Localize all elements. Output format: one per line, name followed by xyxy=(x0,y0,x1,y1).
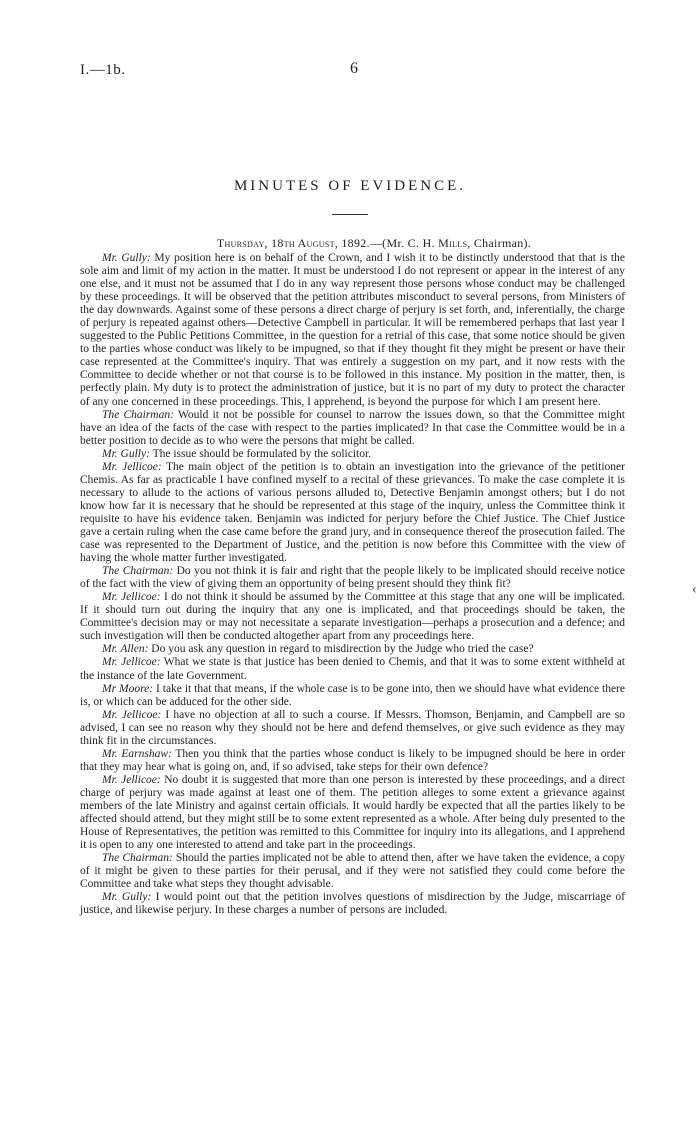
speaker-name: Mr. Earnshaw: xyxy=(102,747,172,760)
minutes-paragraph xyxy=(80,709,625,748)
page-number: 6 xyxy=(350,60,358,77)
page-reference: I.—1b. xyxy=(80,62,126,78)
session-rest: 1892.—(Mr. C. H. xyxy=(338,236,439,250)
session-dateline xyxy=(0,236,700,251)
minutes-paragraph xyxy=(80,448,625,461)
speaker-statement: Should the parties implicated not be able to attend then, after we have taken the evidence, a copy of it might be given to these parties for their perusal, and if they were not satisfied they could come before the Committee and take what steps they thought advisable. xyxy=(80,852,625,891)
speaker-name: The Chairman: xyxy=(102,408,174,421)
speaker-name: Mr. Allen: xyxy=(102,643,149,656)
speaker-statement: I have no objection at all to such a course. If Messrs. Thomson, Benjamin, and Campbell are so advised, I can see no reason why they should not be here and defend themselves, or give such evidence as they may think fit in the circumstances. xyxy=(80,708,625,747)
minutes-paragraph xyxy=(80,748,625,774)
speaker-name: Mr. Jellicoe: xyxy=(102,460,162,473)
minutes-paragraph xyxy=(80,852,625,891)
minutes-paragraph xyxy=(80,252,625,409)
minutes-body xyxy=(80,252,625,917)
speaker-statement: Do you ask any question in regard to misdirection by the Judge who tried the case? xyxy=(148,643,534,656)
speaker-statement: My position here is on behalf of the Crown, and I wish it to be distinctly understood that that is the sole aim and limit of my action in the matter. It must be understood I do not represent or appear in the interest of any one else, and it must not be assumed that I do in any way represent those persons whose conduct may be challenged by these proceedings. It will be observed that the petition attributes misconduct to several persons, from Ministers of the day downwards. Against some of these persons a direct charge of perjury is set forth, and, inferentially, the charge of perjury is repeated against others—Detective Campbell in particular. It will be remembered perhaps that last year I suggested to the Public Petitions Committee, in the question for a retrial of this case, that some notice should be given to the parties whose conduct was likely to be impugned, so that if they thought fit they might be present or have their case represented at the Committee's inquiry. That was entirely a suggestion on my part, and it now rests with the Committee to decide whether or not that course is to be followed in this instance. My position in the matter, then, is perfectly plain. My duty is to protect the administration of justice, but it is no part of my duty to protect the character of any one concerned in these proceedings. This, I apprehend, is beyond the purpose for which I am present here. xyxy=(80,252,625,408)
speaker-statement: The main object of the petition is to obtain an investigation into the grievance of the petitioner Chemis. As far as practicable I have confined myself to a recital of these grievances. To make the case complete it is necessary to allude to the actions of various persons alluded to, Detective Benjamin amongst others; but I do not know how far it is necessary that he should be represented at this stage of the inquiry, unless the Committee think it requisite to have his evidence taken. Benjamin was indicted for perjury before the Chief Justice. The Chief Justice gave a certain ruling when the case came before the grand jury, and in consequence thereof the prosecution failed. The case was represented to the Department of Justice, and the petition is now before this Committee with the view of having the whole matter further investigated. xyxy=(80,460,625,565)
speaker-statement: What we state is that justice has been denied to Chemis, and that it was to some extent withheld at the instance of the late Government. xyxy=(80,656,625,682)
speaker-name: Mr. Gully: xyxy=(102,447,150,460)
minutes-paragraph xyxy=(80,774,625,852)
speaker-statement: No doubt it is suggested that more than one person is interested by these proceedings, and a direct charge of perjury was made against at least one of them. The petition alleges to some extent a grievance against members of the late Ministry and against certain officials. It would hardly be expected that all the parties likely to be affected should attend, but they might still be to some extent represented as a whole. After being duly presented to the House of Representatives, the petition was remitted to this Committee for inquiry into its allegations, and I apprehend it is open to any one interested to attend and take part in the proceedings. xyxy=(80,773,625,852)
speaker-name: Mr. Jellicoe: xyxy=(102,591,161,604)
minutes-paragraph xyxy=(80,683,625,709)
speaker-statement: The issue should be formulated by the solicitor. xyxy=(149,447,372,460)
chairman-name: Mills xyxy=(438,236,468,250)
speaker-statement: I do not think it should be assumed by the Committee at this stage that any one will be implicated. If it should turn out during the inquiry that any one is implicated, and that proceedings should be taken, the Committee's decision may or may not necessitate a separate investigation—perhaps a prosecution and a defence; and such investigation will then be conducted altogether apart from any proceedings here. xyxy=(80,591,625,643)
page-title: MINUTES OF EVIDENCE. xyxy=(233,178,467,194)
speaker-name: Mr. Gully: xyxy=(102,252,151,264)
title-divider xyxy=(332,214,368,215)
minutes-paragraph xyxy=(80,409,625,448)
speaker-statement: Do you not think it is fair and right that the people likely to be implicated should receive notice of the fact with the view of giving them an opportunity of being present should they think fit? xyxy=(80,565,625,591)
speaker-name: The Chairman: xyxy=(102,565,174,578)
speaker-name: Mr. Gully: xyxy=(102,891,152,904)
speaker-statement: I would point out that the petition involves questions of misdirection by the Judge, miscarriage of justice, and likewise perjury. In these charges a number of persons are included. xyxy=(80,891,625,917)
minutes-paragraph xyxy=(80,891,625,917)
speaker-statement: Would it not be possible for counsel to narrow the issues down, so that the Committee might have an idea of the facts of the case with respect to the parties implicated? In that case the Committee would be in a better position to decide as to who were the persons that might be called. xyxy=(80,408,625,447)
session-day: Thursday, 18th August, xyxy=(216,236,339,250)
margin-mark: ‹ xyxy=(692,582,697,597)
speaker-statement: I take it that that means, if the whole case is to be gone into, then we should have what evidence there is, or which can be adduced for the other side. xyxy=(80,682,625,708)
speaker-statement: Then you think that the parties whose conduct is likely to be impugned should be here in order that they may hear what is going on, and, if so advised, take steps for their own defence? xyxy=(80,747,625,773)
minutes-paragraph xyxy=(80,461,625,565)
minutes-paragraph xyxy=(80,591,625,643)
speaker-name: Mr Moore: xyxy=(102,682,154,695)
speaker-name: Mr. Jellicoe: xyxy=(102,773,161,786)
speaker-name: The Chairman: xyxy=(102,852,173,865)
minutes-paragraph xyxy=(80,565,625,591)
speaker-name: Mr. Jellicoe: xyxy=(102,656,161,669)
chairman-suffix: , Chairman). xyxy=(467,236,532,250)
speaker-name: Mr. Jellicoe: xyxy=(102,708,162,721)
minutes-paragraph xyxy=(80,656,625,682)
minutes-paragraph xyxy=(80,643,625,656)
